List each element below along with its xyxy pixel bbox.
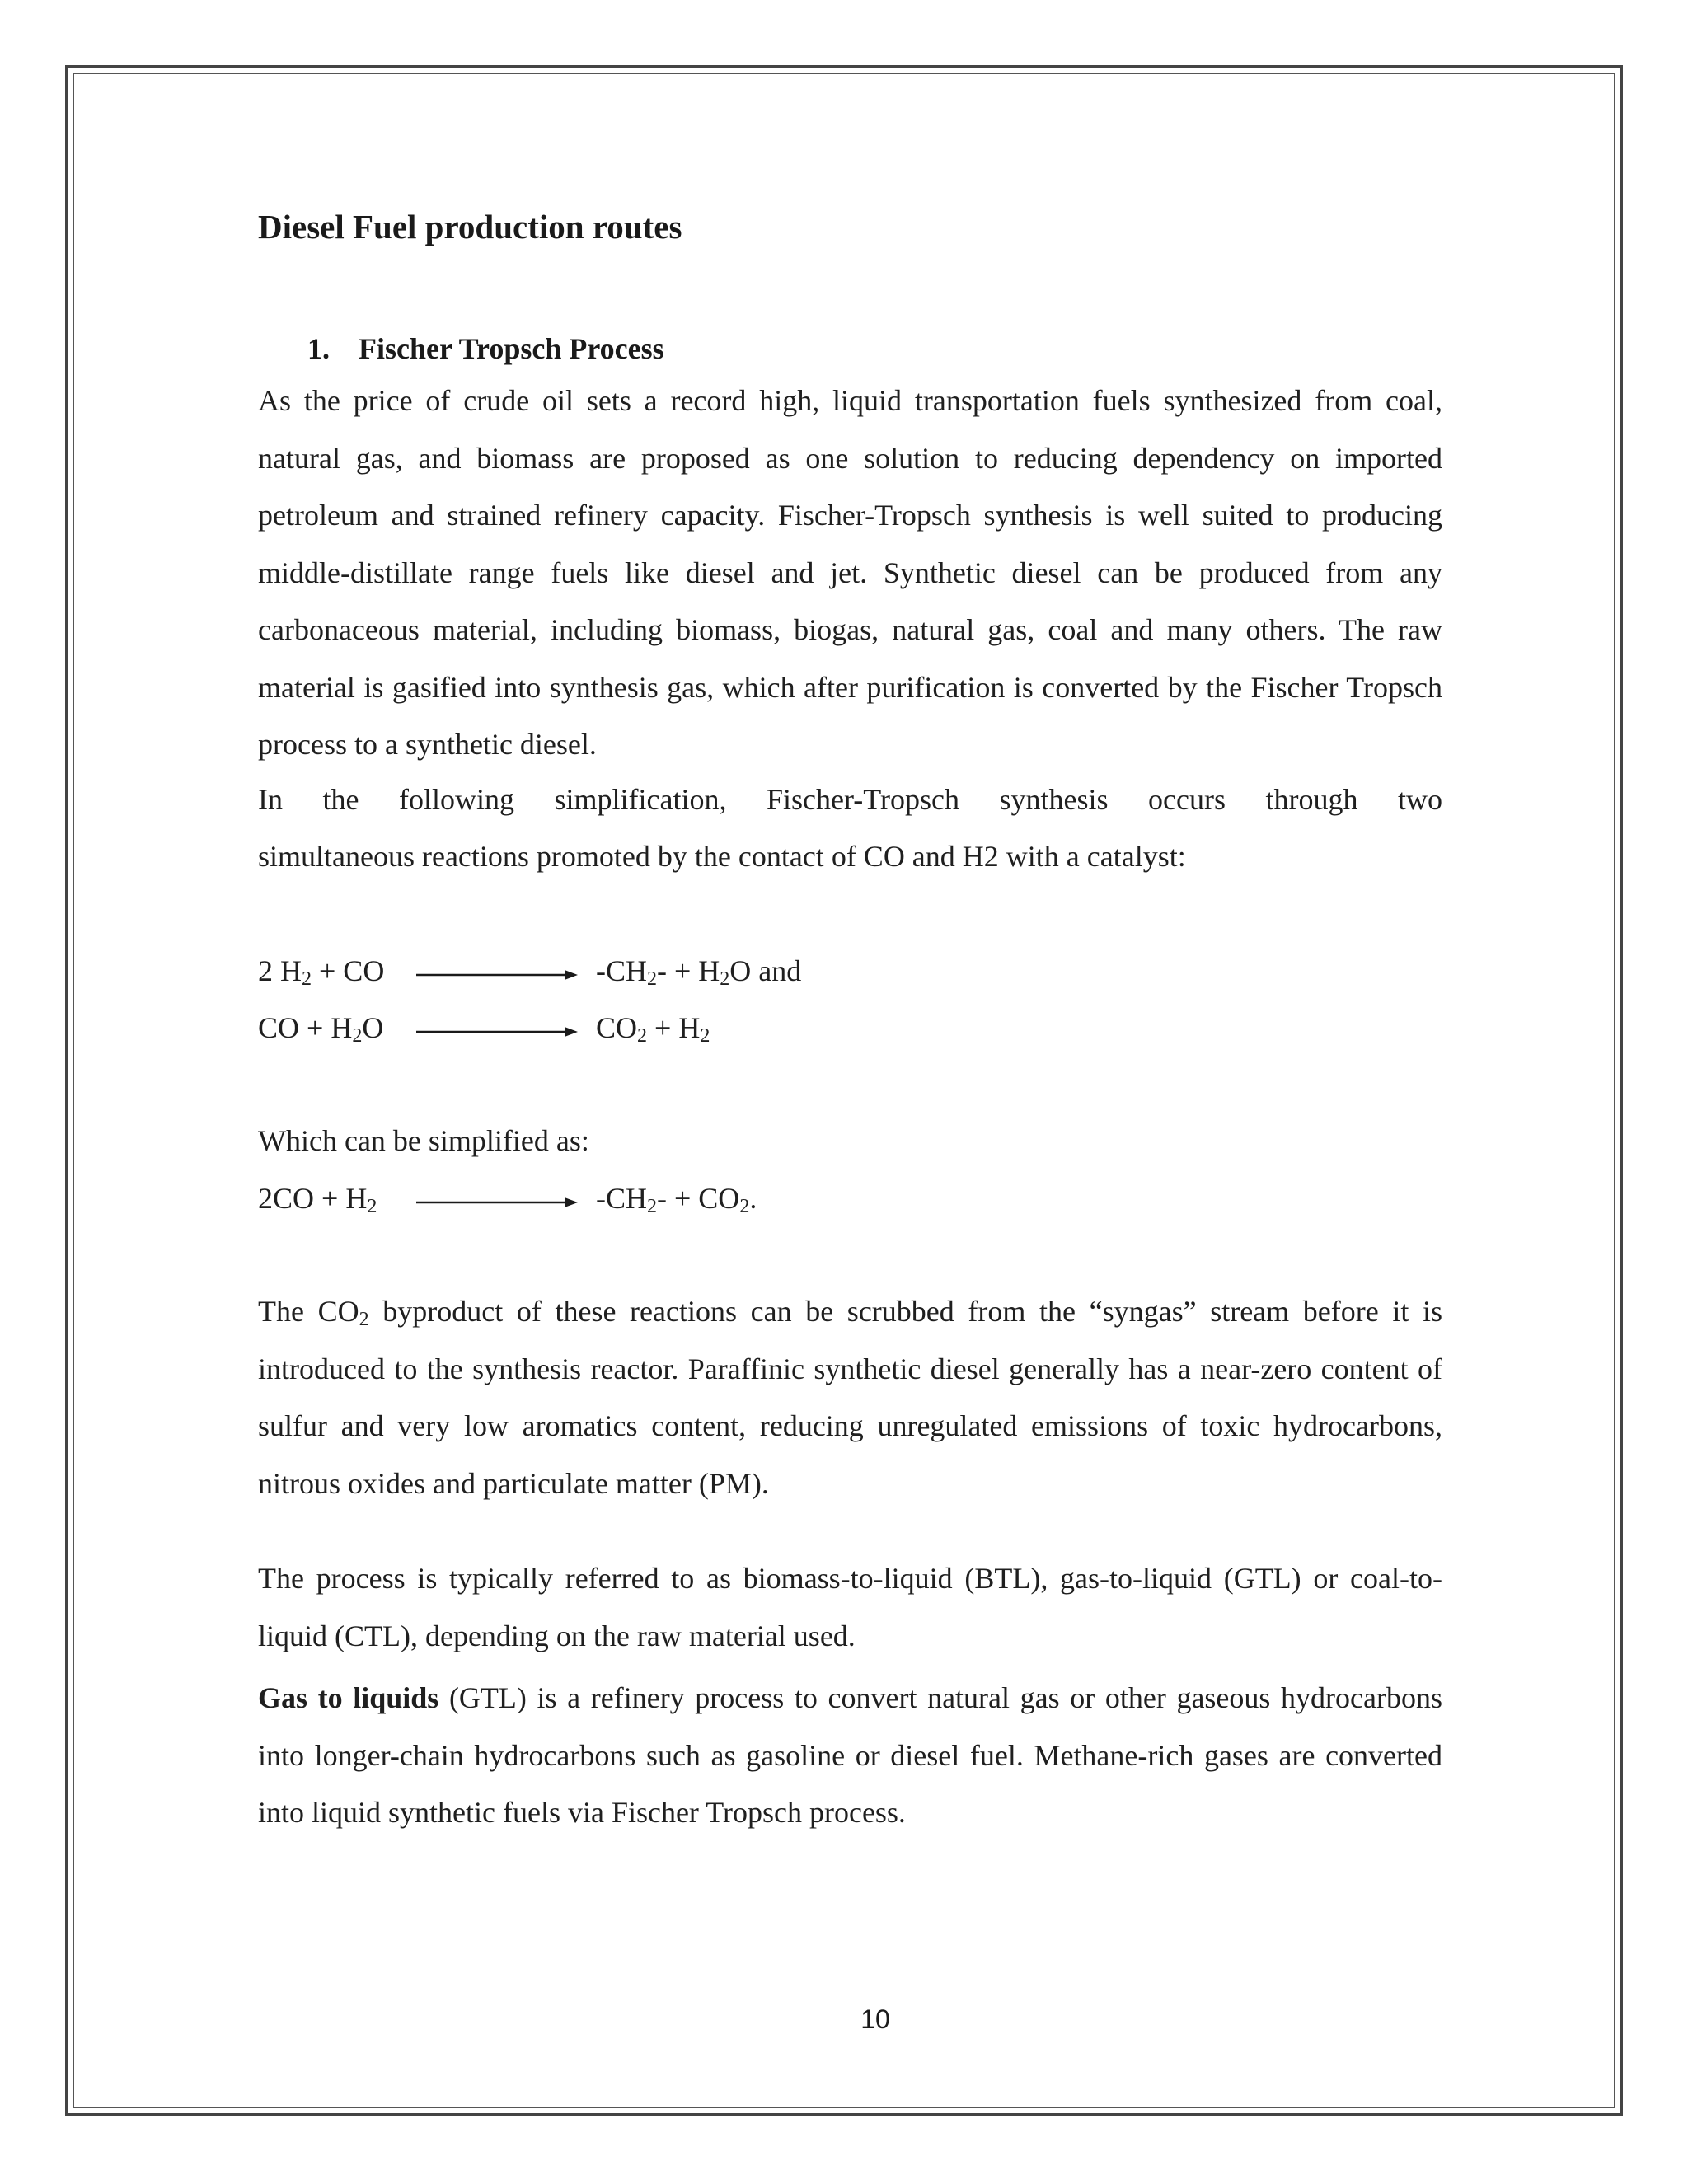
paragraph-co2-byproduct <box>258 1283 1442 1512</box>
reaction-arrow-icon <box>416 1197 578 1208</box>
section-title: Fischer Tropsch Process <box>359 332 664 365</box>
page-number: 10 <box>860 2004 890 2034</box>
page-content <box>258 198 1442 1829</box>
reaction-equation-2 <box>258 999 1442 1057</box>
paragraph-gas-to-liquids <box>258 1670 1442 1842</box>
subscript: 2 <box>739 1196 750 1217</box>
page-heading: Diesel Fuel production routes <box>258 208 682 246</box>
subscript: 2 <box>367 1196 377 1217</box>
equation-products: $-CH_2- + H_2O$ and <box>596 954 802 990</box>
simplified-intro: Which can be simplified as: <box>258 1124 589 1157</box>
paragraph-simplification-line-1: In the following simplification, Fischer-Tropsch synthesis occurs through two <box>258 783 1442 816</box>
equation-products: $CO_2 + H_2$ <box>596 1011 710 1047</box>
co2-paragraph-text: byproduct of these reactions can be scrubbed from the “syngas” stream before it is introduced to the synthesis reactor. Paraffinic synthetic diesel generally has a near-zero content of sulfur and very low aromatics content, reducing unregulated emissions of toxic hydrocarbons, nitrous oxides and particulate matter (PM). <box>258 1295 1442 1500</box>
section-number: 1. <box>307 332 330 365</box>
co2-subscript: 2 <box>359 1309 369 1330</box>
subscript: 2 <box>352 1025 363 1047</box>
subscript: 2 <box>700 1025 710 1047</box>
paragraph-simplification-line-2: simultaneous reactions promoted by the contact of CO and H2 with a catalyst: <box>258 840 1186 873</box>
subscript: 2 <box>647 1196 657 1217</box>
paragraph-process-names: The process is typically referred to as biomass-to-liquid (BTL), gas-to-liquid (GTL) or coal-to-liquid (CTL), depending on the raw material used. <box>258 1562 1442 1652</box>
subscript: 2 <box>720 968 730 990</box>
reaction-arrow-icon <box>416 1026 578 1038</box>
subscript: 2 <box>302 968 312 990</box>
subscript: 2 <box>647 968 657 990</box>
subscript: 2 <box>637 1025 648 1047</box>
reaction-equation-simplified <box>258 1169 1442 1227</box>
co2-prefix: The CO <box>258 1295 359 1328</box>
equation-products: $-CH_2- + CO_2$. <box>596 1182 757 1217</box>
gtl-term: Gas to liquids <box>258 1681 439 1714</box>
reaction-arrow-icon <box>416 969 578 981</box>
equation-reactants: 2 $H_2$ + CO <box>258 954 385 990</box>
paragraph-intro: As the price of crude oil sets a record high, liquid transportation fuels synthesized from coal, natural gas, and biomass are proposed as one solution to reducing dependency on imported petroleum and strained refinery capacity. Fischer-Tropsch synthesis is well suited to producing middle-distillate range fuels like diesel and jet. Synthetic diesel can be produced from any carbonaceous material, including biomass, biogas, natural gas, coal and many others. The raw material is gasified into synthesis gas, which after purification is converted by the Fischer Tropsch process to a synthetic diesel. <box>258 384 1442 761</box>
reaction-equation-1 <box>258 942 1442 1000</box>
equation-reactants: $2CO + H_2$ <box>258 1182 377 1217</box>
gtl-definition: (GTL) is a refinery process to convert natural gas or other gaseous hydrocarbons into longer-chain hydrocarbons such as gasoline or diesel fuel. Methane-rich gases are converted into liquid synthetic fuels via Fischer Tropsch process. <box>258 1681 1442 1829</box>
section-heading <box>258 320 664 377</box>
equation-reactants: CO + $H_2O$ <box>258 1011 384 1047</box>
